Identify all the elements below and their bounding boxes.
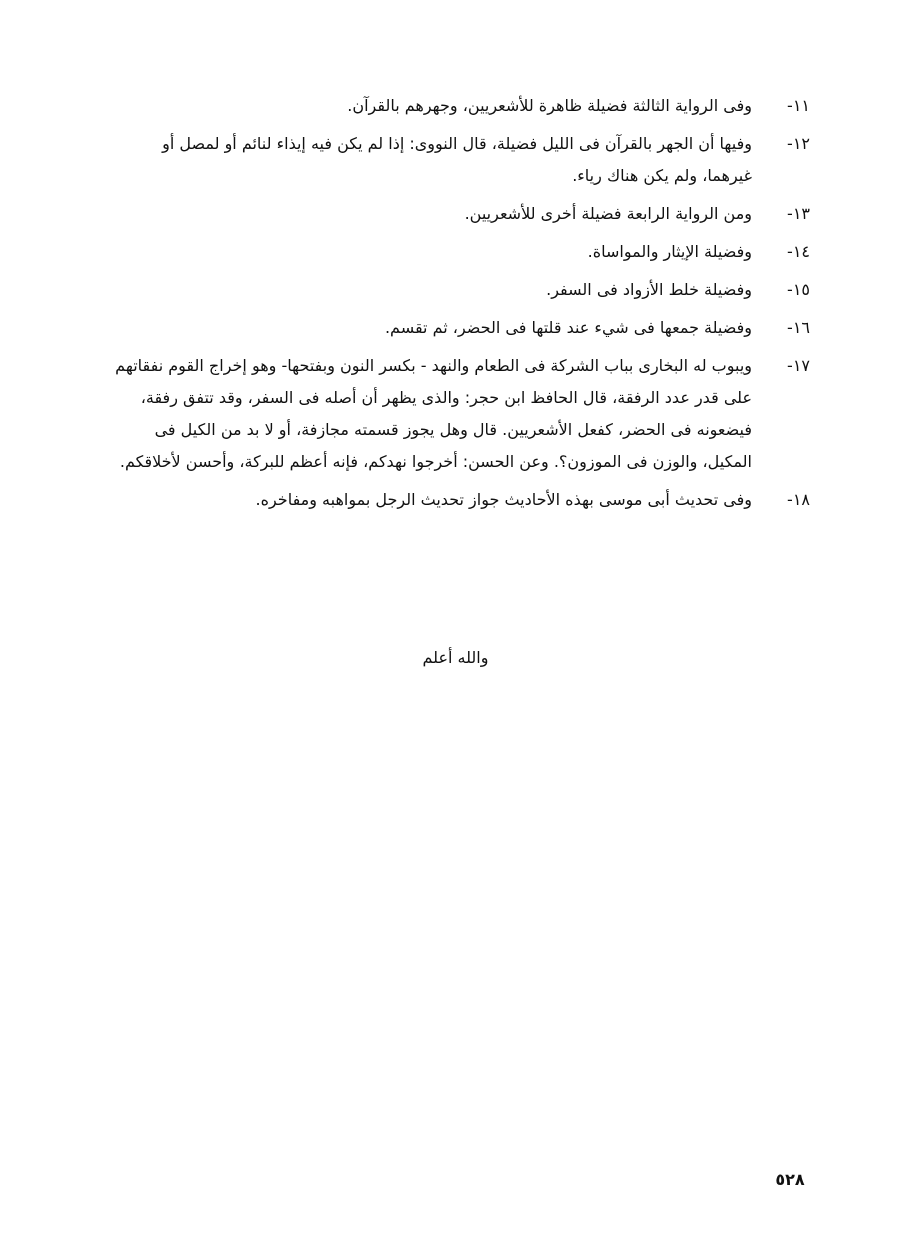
item-text: وفى الرواية الثالثة فضيلة ظاهرة للأشعريين، وجهرهم بالقرآن.: [347, 96, 752, 115]
item-number: ١٧-: [787, 356, 810, 375]
list-item-13: [110, 198, 810, 230]
item-text: وفضيلة جمعها فى شيء عند قلتها فى الحضر، ثم تقسم.: [384, 318, 752, 337]
list-item-14: [110, 236, 810, 268]
item-text: وفى تحديث أبى موسى بهذه الأحاديث جواز تحديث الرجل بمواهبه ومفاخره.: [255, 490, 752, 509]
item-text: وفيها أن الجهر بالقرآن فى الليل فضيلة، قال النووى: إذا لم يكن فيه إيذاء لنائم أو لمصل أو غيرهما، ولم يكن هناك رياء.: [162, 134, 752, 185]
item-number: ١٢-: [787, 134, 810, 153]
list-item-18: [110, 484, 810, 516]
list-item-16: [110, 312, 810, 344]
item-number: ١٨-: [787, 490, 810, 509]
list-item-12: [110, 128, 810, 192]
item-text: ويبوب له البخارى بباب الشركة فى الطعام والنهد - بكسر النون وبفتحها- وهو إخراج القوم نفقاتهم على قدر عدد الرفقة، قال الحافظ ابن حجر: والذى يظهر أن أصله فى السفر، وقد تتفق رفقة، فيضعونه فى الحضر، كفعل الأشعريين. قال وهل يجوز قسمته مجازفة، أو لا بد من الكيل فى المكيل، والوزن فى الموزون؟. وعن الحسن: أخرجوا نهدكم، فإنه أعظم للبركة، وأحسن لأخلاقكم.: [115, 356, 752, 471]
item-text: وفضيلة الإيثار والمواساة.: [587, 242, 752, 261]
list-item-15: [110, 274, 810, 306]
page-number: ٥٢٨: [775, 1170, 805, 1189]
closing-phrase: والله أعلم: [422, 648, 489, 667]
item-number: ١٣-: [787, 204, 810, 223]
list-item-17: [110, 350, 810, 478]
item-number: ١٥-: [787, 280, 810, 299]
list-item-11: [110, 90, 810, 122]
numbered-list: [110, 90, 810, 522]
item-number: ١١-: [787, 96, 810, 115]
item-text: وفضيلة خلط الأزواد فى السفر.: [546, 280, 752, 299]
item-number: ١٤-: [787, 242, 810, 261]
item-number: ١٦-: [787, 318, 810, 337]
item-text: ومن الرواية الرابعة فضيلة أخرى للأشعريين.: [464, 204, 752, 223]
